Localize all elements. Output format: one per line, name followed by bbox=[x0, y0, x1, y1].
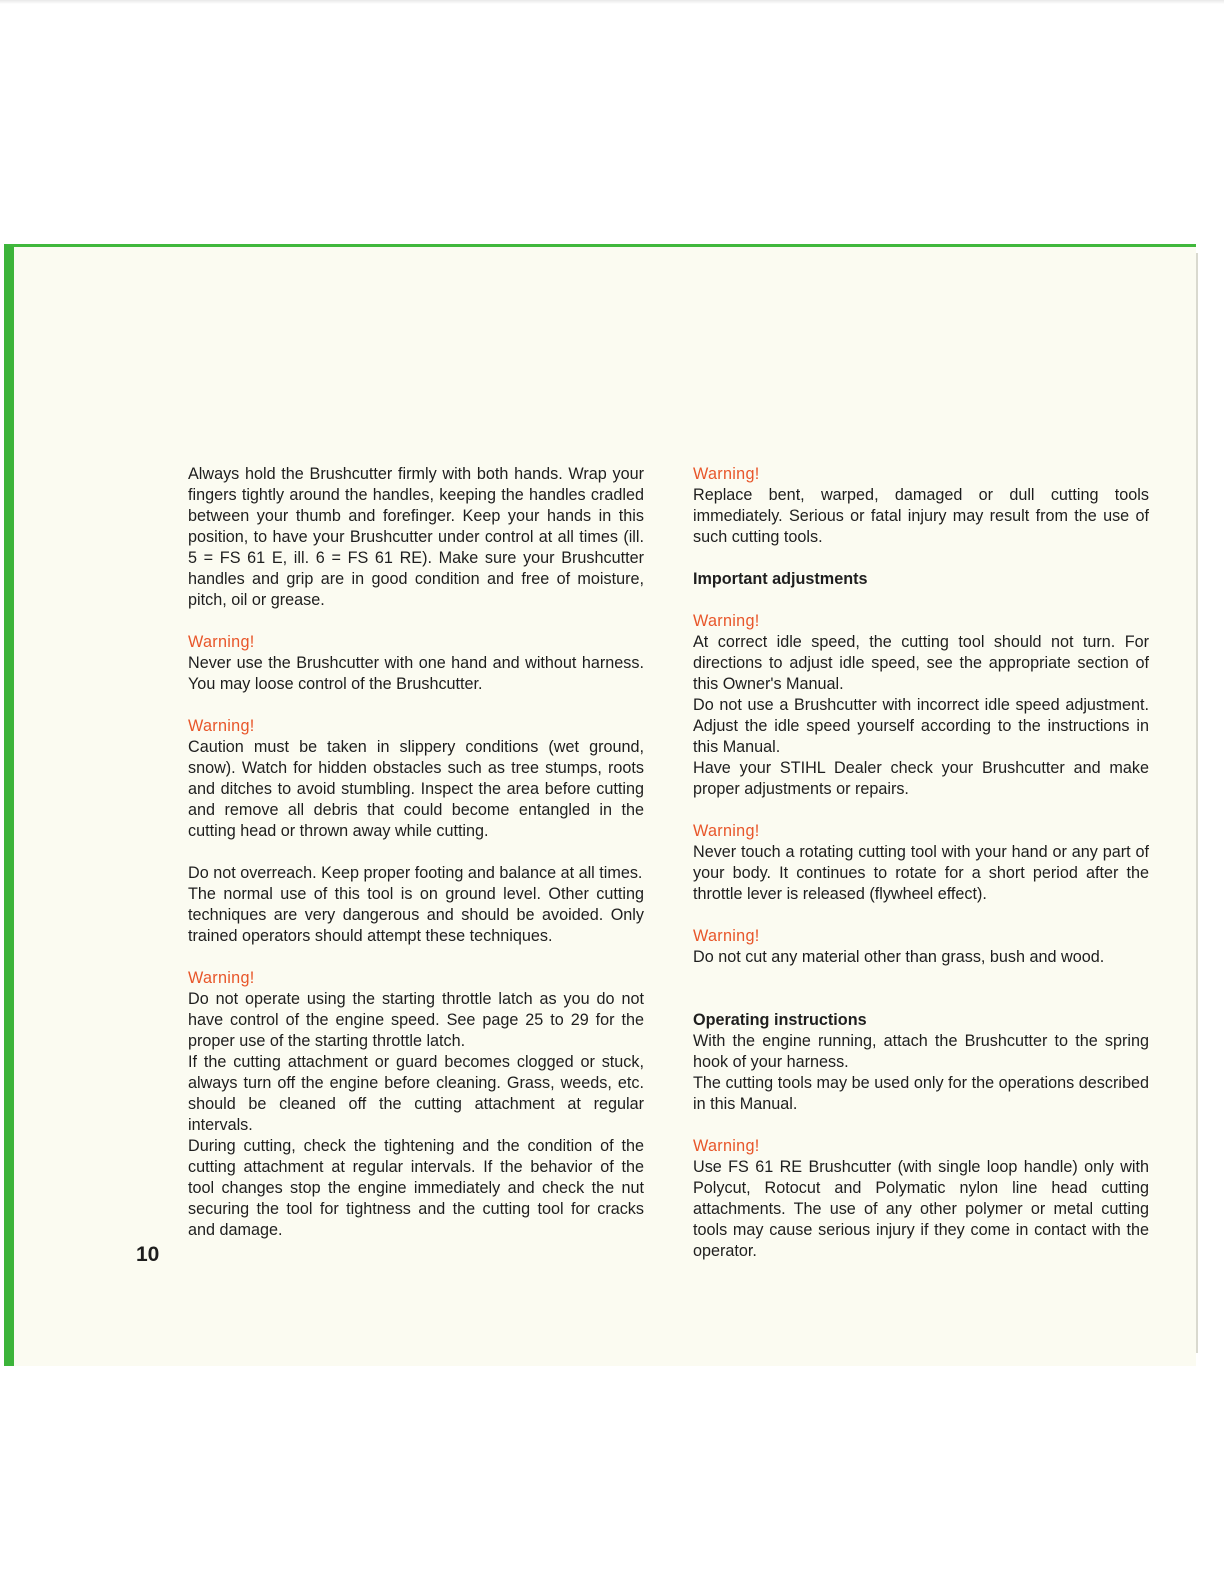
ground-level-paragraph: The normal use of this tool is on ground level. Other cutting techniques are very dangerous and should be avoided. Only trained operators should attempt these techniques. bbox=[188, 885, 644, 945]
warning-label: Warning! bbox=[693, 465, 760, 483]
rotating-tool-warning-block bbox=[693, 821, 1149, 905]
warning-text: Never use the Brushcutter with one hand and without harness. You may loose control of the Brushcutter. bbox=[188, 654, 644, 693]
throttle-warning-block bbox=[188, 968, 644, 1241]
clogged-attachment-paragraph: If the cutting attachment or guard becomes clogged or stuck, always turn off the engine before cleaning. Grass, weeds, etc. should be cleaned off the cutting attachment at regular intervals. bbox=[188, 1053, 644, 1134]
important-adjustments-heading-block bbox=[693, 569, 1149, 590]
check-tightening-paragraph: During cutting, check the tightening and the condition of the cutting attachment at regular intervals. If the behavior of the tool changes stop the engine immediately and check the nut securing the tool for tightness and the cutting tool for cracks and damage. bbox=[188, 1137, 644, 1239]
warning-label: Warning! bbox=[693, 927, 760, 945]
operating-instructions-block bbox=[693, 1010, 1149, 1115]
warning-text: Never touch a rotating cutting tool with your hand or any part of your body. It continues to rotate for a short period after the throttle lever is released (flywheel effect). bbox=[693, 843, 1149, 903]
idle-speed-warning-block bbox=[693, 611, 1149, 800]
right-column bbox=[693, 464, 1149, 1262]
section-heading: Important adjustments bbox=[693, 570, 868, 588]
left-column bbox=[188, 464, 644, 1241]
section-heading: Operating instructions bbox=[693, 1011, 867, 1029]
warning-text: Caution must be taken in slippery conditions (wet ground, snow). Watch for hidden obstacles such as tree stumps, roots and ditches to avoid stumbling. Inspect the area before cutting and remove all debris that could become entangled in the cutting head or thrown away while cutting. bbox=[188, 738, 644, 840]
warning-text: Replace bent, warped, damaged or dull cutting tools immediately. Serious or fatal injury may result from the use of such cutting tools. bbox=[693, 486, 1149, 546]
material-warning-block bbox=[693, 926, 1149, 968]
warning-label: Warning! bbox=[188, 717, 255, 735]
warning-text: Do not cut any material other than grass, bush and wood. bbox=[693, 948, 1105, 966]
scan-top-edge bbox=[0, 0, 1224, 4]
warning-label: Warning! bbox=[188, 969, 255, 987]
slippery-warning-block bbox=[188, 716, 644, 842]
throttle-latch-paragraph: Do not operate using the starting throttle latch as you do not have control of the engine speed. See page 25 to 29 for the proper use of the starting throttle latch. bbox=[188, 990, 644, 1050]
idle-speed-paragraph: At correct idle speed, the cutting tool should not turn. For directions to adjust idle speed, see the appropriate section of this Owner's Manual. bbox=[693, 633, 1149, 693]
fs61re-warning-block bbox=[693, 1136, 1149, 1262]
grip-instructions-block bbox=[188, 464, 644, 611]
spring-hook-paragraph: With the engine running, attach the Brushcutter to the spring hook of your harness. bbox=[693, 1032, 1149, 1071]
warning-label: Warning! bbox=[693, 612, 760, 630]
page-number: 10 bbox=[136, 1243, 160, 1266]
warning-label: Warning! bbox=[693, 1137, 760, 1155]
dealer-check-paragraph: Have your STIHL Dealer check your Brushcutter and make proper adjustments or repairs. bbox=[693, 759, 1149, 798]
replace-tools-warning-block bbox=[693, 464, 1149, 548]
warning-label: Warning! bbox=[188, 633, 255, 651]
footing-block bbox=[188, 863, 644, 947]
incorrect-idle-paragraph: Do not use a Brushcutter with incorrect idle speed adjustment. Adjust the idle speed yourself according to the instructions in this Manual. bbox=[693, 696, 1149, 756]
operations-paragraph: The cutting tools may be used only for the operations described in this Manual. bbox=[693, 1074, 1149, 1113]
overreach-paragraph: Do not overreach. Keep proper footing and balance at all times. bbox=[188, 864, 643, 882]
one-hand-warning-block bbox=[188, 632, 644, 695]
warning-text: Use FS 61 RE Brushcutter (with single loop handle) only with Polycut, Rotocut and Polymatic nylon line head cutting attachments. The use of any other polymer or metal cutting tools may cause serious injury if they come in contact with the operator. bbox=[693, 1158, 1149, 1260]
warning-label: Warning! bbox=[693, 822, 760, 840]
grip-paragraph: Always hold the Brushcutter firmly with both hands. Wrap your fingers tightly around the handles, keeping the handles cradled between your thumb and forefinger. Keep your hands in this position, to have your Brushcutter under control at all times (ill. 5 = FS 61 E, ill. 6 = FS 61 RE). Make sure your Brushcutter handles and grip are in good condition and free of moisture, pitch, oil or grease. bbox=[188, 465, 644, 609]
